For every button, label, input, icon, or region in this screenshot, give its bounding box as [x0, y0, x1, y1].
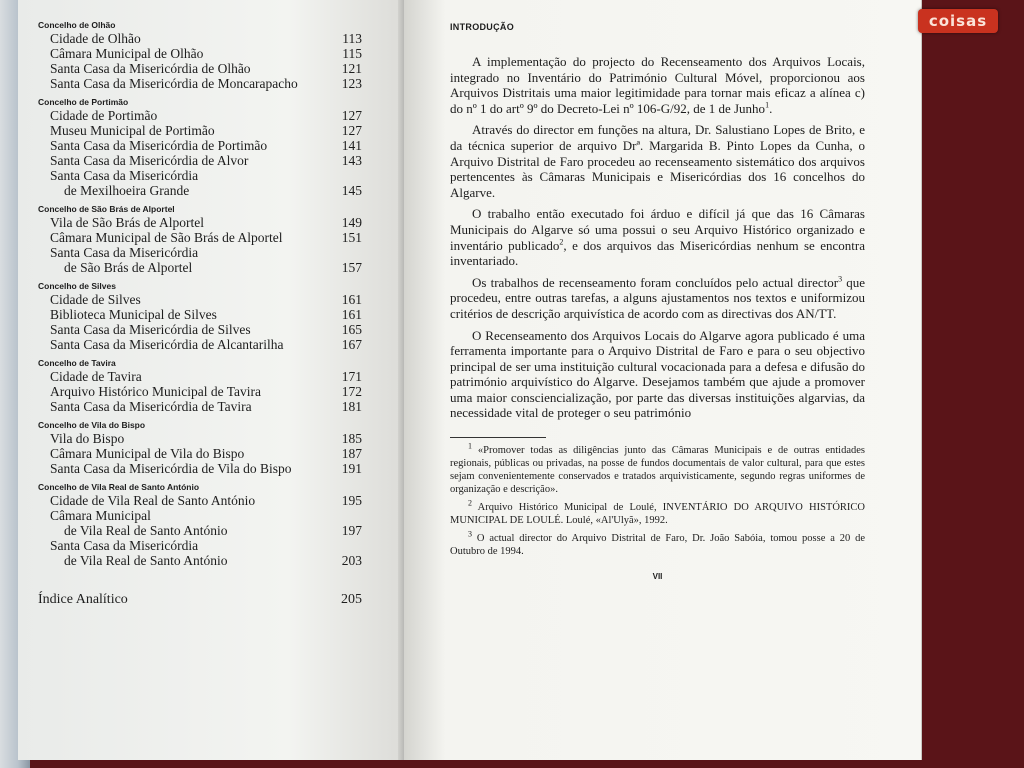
- toc-entry-page: 191: [341, 461, 362, 476]
- toc-entry: [38, 384, 384, 399]
- toc-entry-page: 172: [341, 384, 362, 399]
- toc-entry-page: 157: [341, 260, 362, 275]
- paragraph: [450, 122, 865, 200]
- footnote: [450, 441, 865, 496]
- paragraph-text: A implementação do projecto do Recenseamento dos Arquivos Locais, integrado no Inventário do Património Cultural Móvel, proporcionou aos Arquivos Distritais uma maior legitimidade para tornar mais eficaz a alínea c) do nº 1 do artº 9º do Decreto-Lei nº 106-G/92, de 1 de Junho: [450, 54, 865, 116]
- paragraph: [450, 275, 865, 322]
- toc-section-heading: Concelho de Portimão: [38, 97, 129, 107]
- toc-entry-page: 203: [341, 553, 362, 568]
- toc-section: [38, 358, 384, 414]
- toc-entry: [38, 230, 384, 245]
- body-text: [450, 54, 865, 421]
- toc-index-row: [38, 592, 384, 608]
- toc-entry-label: Vila de São Brás de Alportel: [50, 215, 205, 230]
- footnote-ref: 2: [559, 237, 564, 247]
- toc-section-heading: Concelho de Vila Real de Santo António: [38, 482, 200, 492]
- paragraph-text: O trabalho então executado foi árduo e difícil já que das 16 Câmaras Municipais do Algarve só uma possui o seu Arquivo Histórico organizado e inventário publicado: [450, 206, 865, 253]
- toc-entry: [38, 183, 384, 198]
- toc-entry-label: Santa Casa da Misericórdia de Moncarapacho: [50, 76, 298, 91]
- toc-entry-label: Cidade de Silves: [50, 292, 141, 307]
- paragraph: [450, 206, 865, 268]
- toc-section: [38, 97, 384, 198]
- toc-entry: [38, 369, 384, 384]
- toc-entry: [38, 523, 384, 538]
- toc-section: [38, 482, 384, 568]
- toc-entry: [38, 292, 384, 307]
- toc-entry-label: Vila do Bispo: [50, 431, 125, 446]
- toc-entry-label: Santa Casa da Misericórdia: [50, 245, 199, 260]
- toc-entry-label: de Vila Real de Santo António: [64, 523, 228, 538]
- footnotes: [450, 441, 866, 558]
- page-title: INTRODUÇÃO: [450, 22, 514, 32]
- toc-entry-label: Santa Casa da Misericórdia de Alcantarilha: [50, 337, 284, 352]
- paragraph-text: Os trabalhos de recenseamento foram concluídos pelo actual director: [472, 274, 839, 290]
- footnote-text: Arquivo Histórico Municipal de Loulé, INVENTÁRIO DO ARQUIVO HISTÓRICO MUNICIPAL DE LOULÉ. Loulé, «Al'Ulyã», 1992.: [450, 502, 866, 527]
- toc-entry-label: Câmara Municipal de Vila do Bispo: [50, 446, 245, 461]
- toc-entry-label: Santa Casa da Misericórdia de Olhão: [50, 61, 251, 76]
- paragraph-text-cont: que procedeu, entre outras tarefas, a alguns ajustamentos nos textos e uniformizou critérios de descrição arquivística de acordo com as directivas dos AN/TT.: [450, 274, 865, 321]
- toc-entry-label: Santa Casa da Misericórdia de Alvor: [50, 153, 249, 168]
- paragraph-text: Através do director em funções na altura, Dr. Salustiano Lopes de Brito, e da técnica superior de arquivo Drª. Margarida B. Pinto Lopes da Cunha, o Arquivo Distrital de Faro procedeu ao recenseamento sistemático dos arquivos pertencentes às Câmaras Municipais e Misericórdias dos 16 concelhos do Algarve.: [450, 122, 865, 200]
- toc-entry: [38, 245, 384, 260]
- toc-entry: [38, 215, 384, 230]
- paragraph-text-cont: .: [769, 100, 773, 116]
- toc-entry-page: 161: [341, 292, 362, 307]
- toc-entry-page: 181: [341, 399, 362, 414]
- toc-entry-page: 161: [341, 307, 362, 322]
- toc-entry: [38, 123, 384, 138]
- toc-entry-label: Cidade de Vila Real de Santo António: [50, 493, 256, 508]
- toc-entry: [38, 493, 384, 508]
- toc-entry-page: 185: [341, 431, 362, 446]
- toc-entry: [38, 337, 384, 352]
- toc-entry-label: Cidade de Portimão: [50, 108, 158, 123]
- watermark-logo: coisas: [918, 9, 998, 33]
- toc-section: [38, 420, 384, 476]
- toc-entry-label: Santa Casa da Misericórdia: [50, 168, 199, 183]
- toc-entry-label: Cidade de Tavira: [50, 369, 142, 384]
- toc-entry-page: 195: [341, 493, 362, 508]
- toc-entry: [38, 508, 384, 523]
- toc-section: [38, 204, 384, 275]
- toc-entry-page: 113: [342, 31, 362, 46]
- toc-entry-page: 165: [341, 322, 362, 337]
- introduction-page: [404, 0, 922, 760]
- toc-section-heading: Concelho de Olhão: [38, 20, 116, 30]
- toc-entry: [38, 553, 384, 568]
- toc-entry: [38, 446, 384, 461]
- toc-entry: [38, 168, 384, 183]
- toc-entry-label: Câmara Municipal de São Brás de Alportel: [50, 230, 283, 245]
- toc-entry-label: Santa Casa da Misericórdia de Silves: [50, 322, 251, 337]
- footnote-number: 3: [468, 529, 472, 539]
- toc-entry: [38, 108, 384, 123]
- toc-section-heading: Concelho de Tavira: [38, 358, 116, 368]
- toc-entry-label: Cidade de Olhão: [50, 31, 141, 46]
- paragraph: [450, 328, 865, 422]
- footnote-text: «Promover todas as diligências junto das Câmaras Municipais e de outras entidades regionais, públicas ou privadas, na posse de fundos documentais de valor cultural, para que estes sejam convenientemente conservados e tratados arquivisticamente, segundo regras uniformes de organização e descrição».: [450, 445, 865, 496]
- toc-entry: [38, 138, 384, 153]
- toc-index-page: 205: [341, 592, 362, 607]
- toc-entry-page: 123: [341, 76, 362, 91]
- toc-entry: [38, 399, 384, 414]
- toc-section-heading: Concelho de Vila do Bispo: [38, 420, 146, 430]
- toc-entry-label: Arquivo Histórico Municipal de Tavira: [50, 384, 262, 399]
- toc-entry-label: Biblioteca Municipal de Silves: [50, 307, 217, 322]
- toc-entry: [38, 538, 384, 553]
- toc-entry-page: 141: [341, 138, 362, 153]
- toc-entry: [38, 153, 384, 168]
- footnote-number: 2: [468, 498, 472, 508]
- footnote-number: 1: [468, 441, 472, 451]
- toc-entry-label: de Mexilhoeira Grande: [64, 183, 190, 198]
- toc-entry-page: 145: [341, 183, 362, 198]
- footnote-ref: 3: [838, 274, 843, 284]
- toc-entry: [38, 76, 384, 91]
- toc-section: [38, 20, 384, 91]
- toc-entry-label: Santa Casa da Misericórdia: [50, 538, 199, 553]
- toc-entry: [38, 31, 384, 46]
- paragraph-text: O Recenseamento dos Arquivos Locais do Algarve agora publicado é uma ferramenta importante para o Arquivo Distrital de Faro e para o seu objectivo principal de ser uma instituição cultural vocacionada para a defesa e difusão do património arquivístico do Algarve. Desejamos também que ajude a promover uma maior consciencialização, por parte das diversas instituições algarvias, da necessidade vital de proteger o seu património: [450, 327, 865, 421]
- footnote-ref: 1: [765, 100, 770, 110]
- toc-entry-page: 127: [341, 123, 362, 138]
- toc-entry-label: de Vila Real de Santo António: [64, 553, 228, 568]
- toc-entry-label: Santa Casa da Misericórdia de Portimão: [50, 138, 268, 153]
- toc-entry: [38, 46, 384, 61]
- toc-section-heading: Concelho de Silves: [38, 281, 116, 291]
- toc-entry: [38, 461, 384, 476]
- toc-entry-page: 197: [341, 523, 362, 538]
- toc-entry-label: Câmara Municipal de Olhão: [50, 46, 204, 61]
- toc-entry-label: Museu Municipal de Portimão: [50, 123, 215, 138]
- toc-entry-page: 149: [341, 215, 362, 230]
- footnote: [450, 498, 866, 527]
- toc-entry: [38, 61, 384, 76]
- toc-entry: [38, 260, 384, 275]
- toc-entry-page: 143: [341, 153, 362, 168]
- toc-section: [38, 281, 384, 352]
- toc-page: [18, 0, 404, 760]
- toc-entry-label: Câmara Municipal: [50, 508, 151, 523]
- toc-entry-page: 187: [341, 446, 362, 461]
- footnote-divider: [450, 437, 546, 438]
- toc-entry-label: Santa Casa da Misericórdia de Vila do Bispo: [50, 461, 292, 476]
- toc-entry-page: 127: [341, 108, 362, 123]
- toc-entry-page: 167: [341, 337, 362, 352]
- toc-list: [38, 20, 384, 568]
- toc-entry: [38, 322, 384, 337]
- footnote-text: O actual director do Arquivo Distrital de Faro, Dr. João Sabóia, tomou posse a 20 de Outubro de 1994.: [450, 533, 866, 558]
- paragraph-text-cont: , e dos arquivos das Misericórdias nenhum se encontra inventariado.: [450, 237, 865, 269]
- toc-index-label: Índice Analítico: [38, 592, 128, 607]
- footnote: [450, 529, 866, 558]
- toc-entry: [38, 307, 384, 322]
- toc-entry-page: 151: [341, 230, 362, 245]
- toc-entry-page: 121: [341, 61, 362, 76]
- toc-entry-page: 171: [341, 369, 362, 384]
- page-number: VII: [652, 572, 663, 582]
- toc-entry: [38, 431, 384, 446]
- toc-entry-page: 115: [342, 46, 362, 61]
- paragraph: [450, 54, 865, 116]
- toc-section-heading: Concelho de São Brás de Alportel: [38, 204, 175, 214]
- toc-entry-label: Santa Casa da Misericórdia de Tavira: [50, 399, 252, 414]
- toc-entry-label: de São Brás de Alportel: [64, 260, 193, 275]
